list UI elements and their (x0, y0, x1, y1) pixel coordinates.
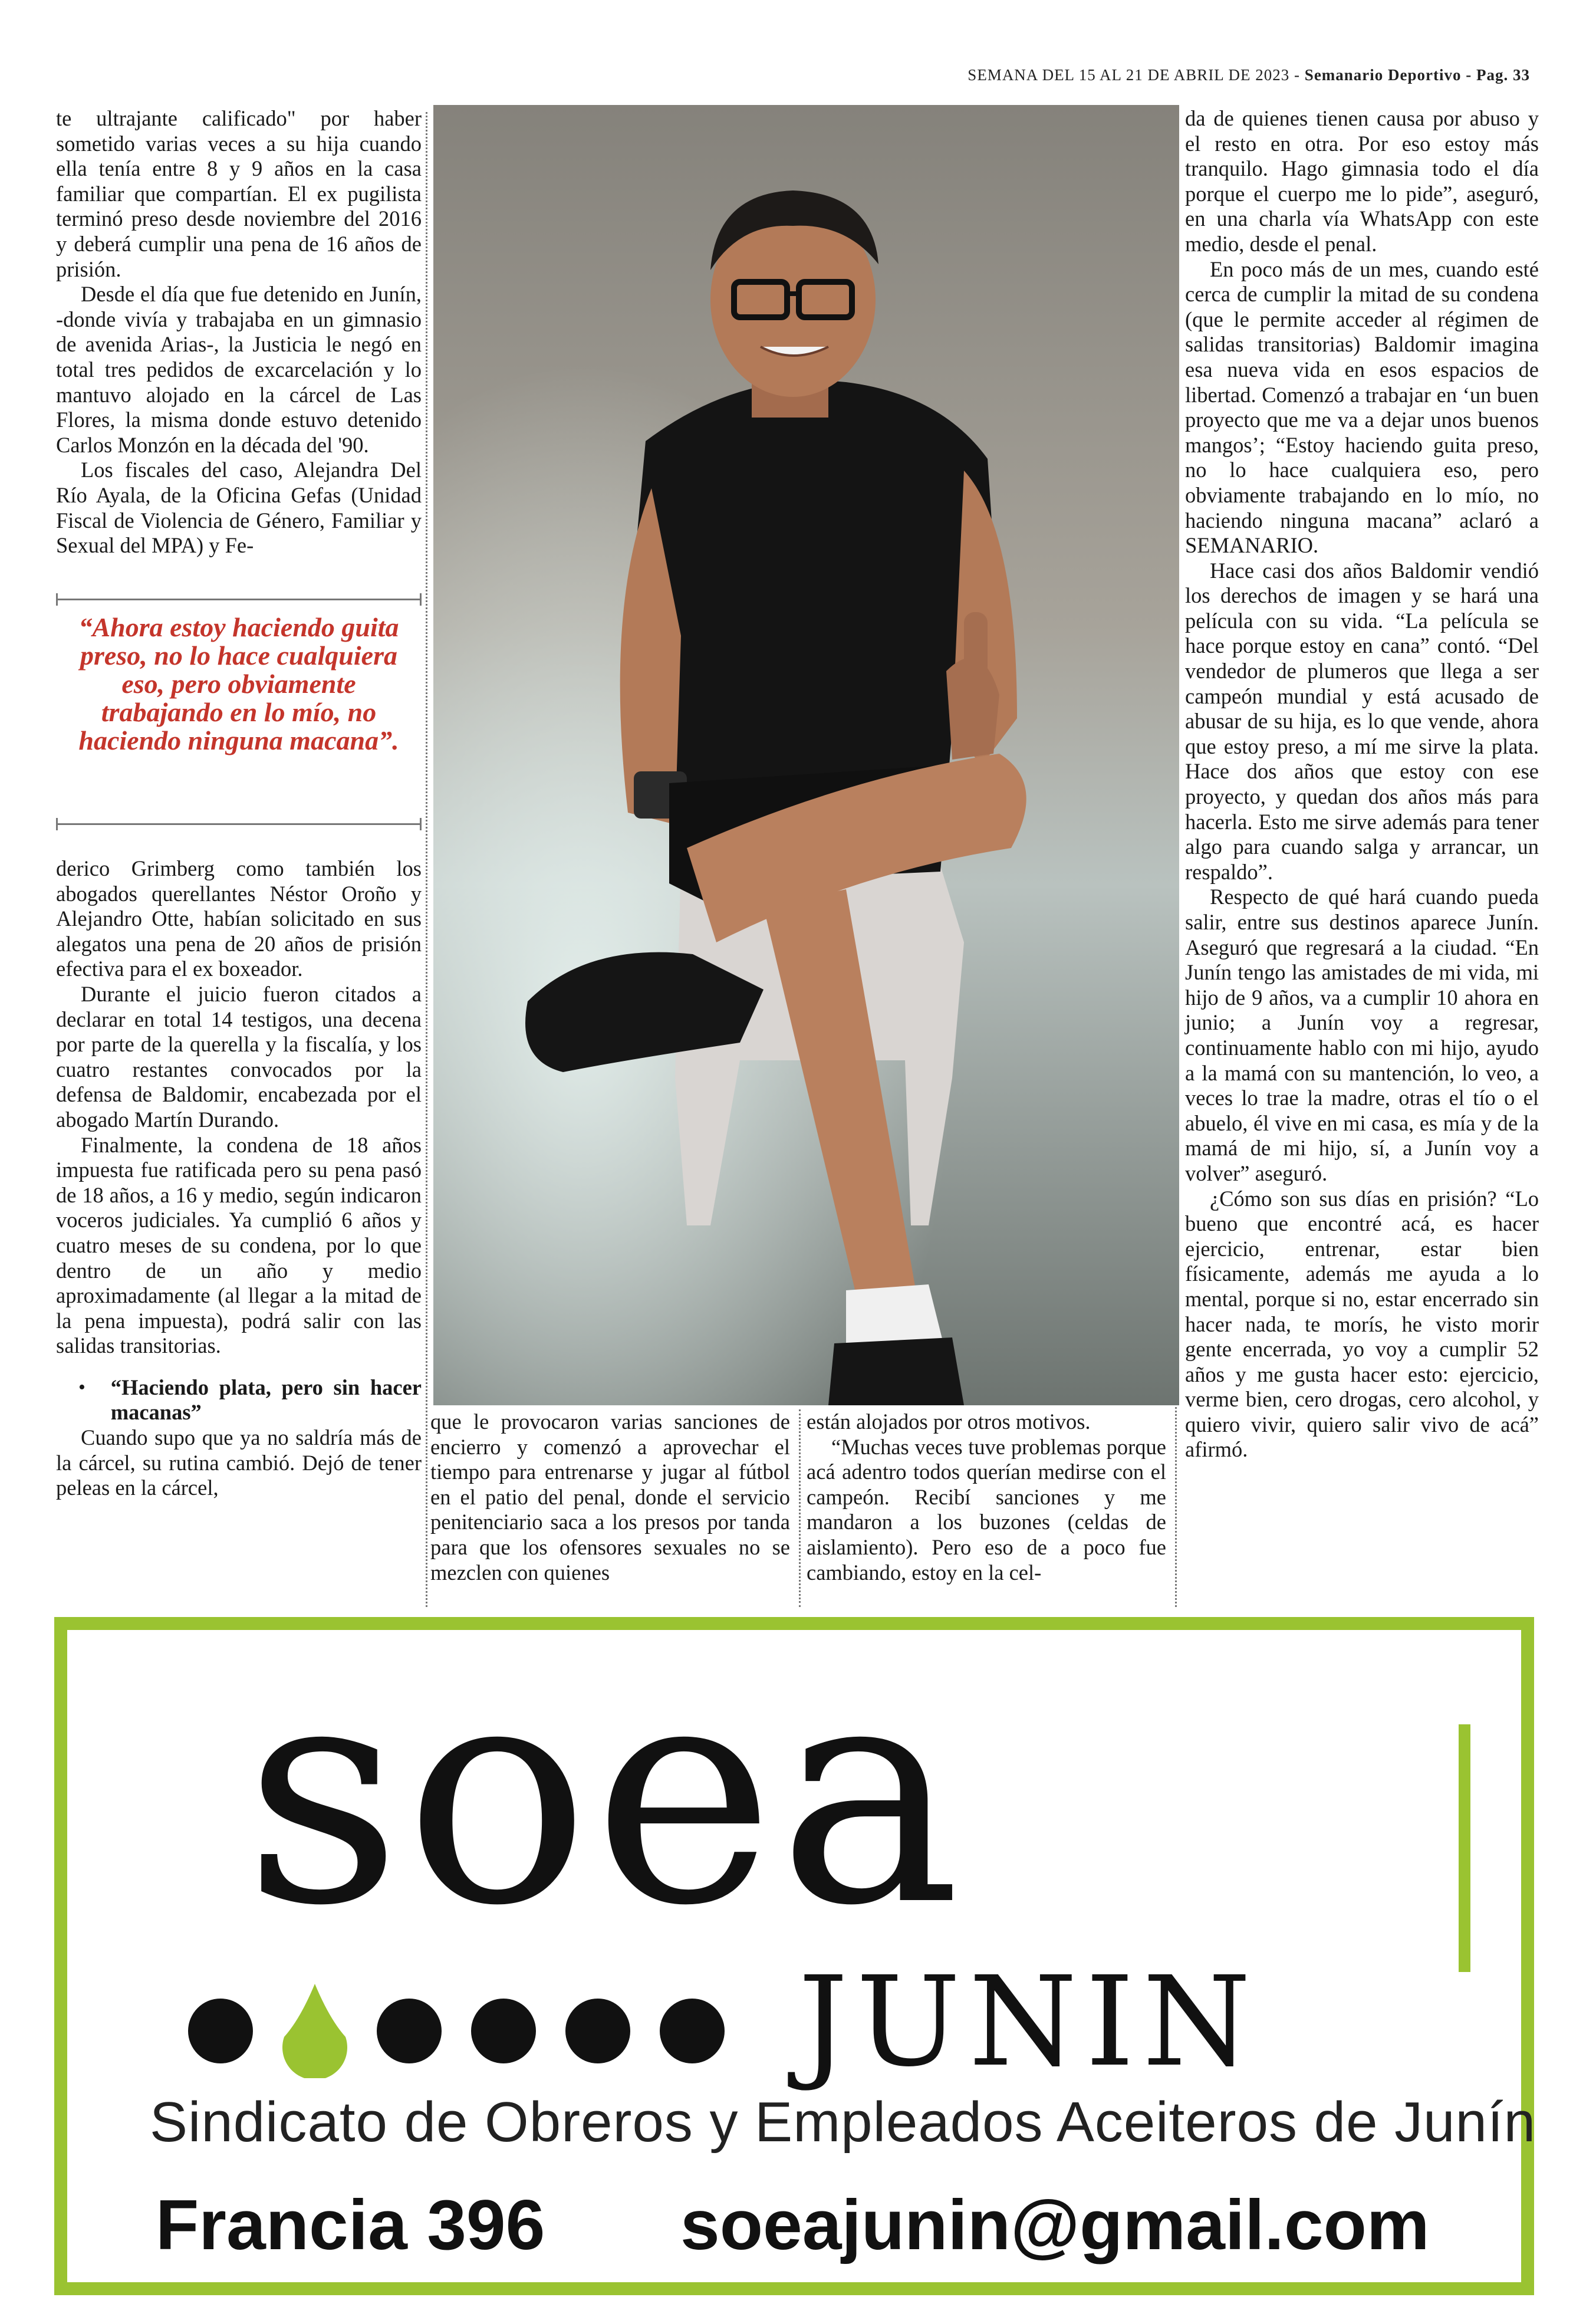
paragraph: Hace casi dos años Baldomir vendió los derechos de imagen y se hará una película con su vida. “La película se hace porque estoy en cana” contó. “Del vendedor de plumeros que llega a ser campeón mundial y está acusado de abusar de su hija, es lo que vende, ahora que estoy preso, a mí me sirve la plata. Hace dos años que estoy con ese proyecto, y quedan dos años más para hacerla. Esto me sirve además para tener algo para cuando salga y arrancar, un respaldo”. (1185, 558, 1539, 884)
dateline: SEMANA DEL 15 AL 21 DE ABRIL DE 2023 - (968, 66, 1301, 84)
article-column-1-continued (56, 856, 422, 1501)
article-photo (433, 105, 1179, 1405)
article-column-4 (1185, 106, 1539, 1462)
paragraph: Durante el juicio fueron citados a declarar en total 14 testigos, una decena por parte de la querella y la fiscalía, y los cuatro restantes convocados por la defensa de Baldomir, encabezada por el abogado Martín Durando. (56, 981, 422, 1132)
logo-accent-bar (1459, 1724, 1470, 1972)
page-number: - Pag. 33 (1466, 66, 1530, 84)
logo-city-text: JUNIN (798, 1950, 1259, 2094)
logo-dots-icon (179, 1972, 781, 2078)
page-header (825, 66, 1530, 96)
paragraph: derico Grimberg como también los abogados querellantes Néstor Oroño y Alejandro Otte, habían solicitado en sus alegatos una pena de 20 años de prisión efectiva para el ex boxeador. (56, 856, 422, 981)
union-email-link[interactable]: soeajunin@gmail.com (680, 2185, 1430, 2265)
paragraph: que le provocaron varias sanciones de encierro y comenzó a aprovechar el tiempo para entrenarse y jugar al fútbol en el patio del penal, donde el servicio penitenciario saca a los presos por tanda para que los ofensores sexuales no se mezclen con quienes (430, 1409, 790, 1585)
pullquote-rule-top (56, 599, 422, 600)
bullet-icon: • (78, 1376, 85, 1398)
paragraph: Desde el día que fue detenido en Junín, -donde vivía y trabajaba en un gimnasio de avenida Arias-, la Justicia le negó en total tres pedidos de excarcelación y lo mantuvo alojado en la cárcel de Las Flores, la misma donde estuvo detenido Carlos Monzón en la década del '90. (56, 282, 422, 457)
paragraph: te ultrajante calificado" por haber sometido varias veces a su hija cuando ella tenía entre 8 y 9 años en la casa familiar que compartían. El ex pugilista terminó preso desde noviembre del 2016 y deberá cumplir una pena de 16 años de prisión. (56, 106, 422, 281)
advertisement-soea[interactable] (54, 1617, 1534, 2295)
paragraph: ¿Cómo son sus días en prisión? “Lo bueno que encontré acá, es hacer ejercicio, entrenar, estar bien físicamente, además me ayuda a lo mental, porque si no, estar encerrado sin hacer nada, te morís, he visto morir gente encerrada, yo voy a cumplir 52 años y me gusta hacer esto: ejercicio, verme bien, cero drogas, cero alcohol, y quiero vivir, quiero salir vivo de acá” afirmó. (1185, 1186, 1539, 1462)
paragraph: Finalmente, la condena de 18 años impuesta fue ratificada pero su pena pasó de 18 años, a 16 y medio, según indicaron voceros judiciales. Ya cumplió 6 años y cuatro meses de su condena, por lo que dentro de un año y medio aproximadamente (al llegar a la mitad de la pena impuesta), podrá salir con las salidas transitorias. (56, 1132, 422, 1358)
paragraph: Los fiscales del caso, Alejandra Del Río Ayala, de la Oficina Gefas (Unidad Fiscal de Violencia de Género, Familiar y Sexual del MPA) y Fe- (56, 458, 422, 558)
paragraph: Cuando supo que ya no saldría más de la cárcel, su rutina cambió. Dejó de tener peleas en la cárcel, (56, 1425, 422, 1500)
publication-name: Semanario Deportivo (1304, 66, 1462, 84)
photo-illustration (433, 105, 1179, 1405)
union-full-name: Sindicato de Obreros y Empleados Aceiteros de Junín (150, 2091, 1536, 2154)
article-column-3 (807, 1409, 1166, 1585)
paragraph: En poco más de un mes, cuando esté cerca de cumplir la mitad de su condena (que le permite acceder al régimen de salidas transitorias) Baldomir imagina esa nueva vida en esos espacios de libertad. Comenzó a trabajar en ‘un buen proyecto que me va a dejar unos buenos mangos’; “Estoy haciendo guita preso, no lo hace cualquiera eso, pero obviamente trabajando en lo mío, no haciendo ninguna macana” aclaró a SEMANARIO. (1185, 257, 1539, 558)
paragraph: están alojados por otros motivos. (807, 1409, 1091, 1434)
article-column-1 (56, 106, 422, 558)
subheading (56, 1375, 422, 1425)
column-divider (426, 112, 427, 1607)
column-divider (799, 1409, 801, 1607)
subheading-text: “Haciendo plata, pero sin hacer macanas” (110, 1375, 422, 1425)
paragraph: Respecto de qué hará cuando pueda salir, entre sus destinos aparece Junín. Aseguró que regresará a la ciudad. “En Junín tengo las amistades de mi vida, mi hijo de 9 años, va a cumplir 10 ahora en junio; a Junín voy a regresar, continuamente hablo con mi hijo, ayudo a la mamá con su mantención, lo veo, a veces lo trae la madre, otras el tío o el abuelo, él vive en mi casa, es mía y de la mamá de mi hijo, sí, a Junín voy a volver” aseguró. (1185, 885, 1539, 1185)
union-address: Francia 396 (156, 2185, 545, 2265)
article-column-2 (430, 1409, 790, 1585)
paragraph: da de quienes tienen causa por abuso y el resto en otra. Por eso estoy más tranquilo. Hago gimnasia todo el día porque el cuerpo me lo pide”, aseguró, en una charla vía WhatsApp con este medio, desde el penal. (1185, 106, 1539, 256)
pullquote-rule-bottom (56, 823, 422, 825)
soea-logo-text: soea (244, 1615, 965, 1973)
paragraph: “Muchas veces tuve problemas porque acá adentro todos querían medirse con el campeón. Recibí sanciones y me mandaron a los buzones (celdas de aislamiento). Pero eso de a poco fue cambiando, estoy en la cel- (807, 1434, 1166, 1585)
pullquote: “Ahora estoy haciendo guita preso, no lo hace cualquiera eso, pero obviamente trabajando en lo mío, no haciendo ninguna macana”. (78, 612, 399, 755)
